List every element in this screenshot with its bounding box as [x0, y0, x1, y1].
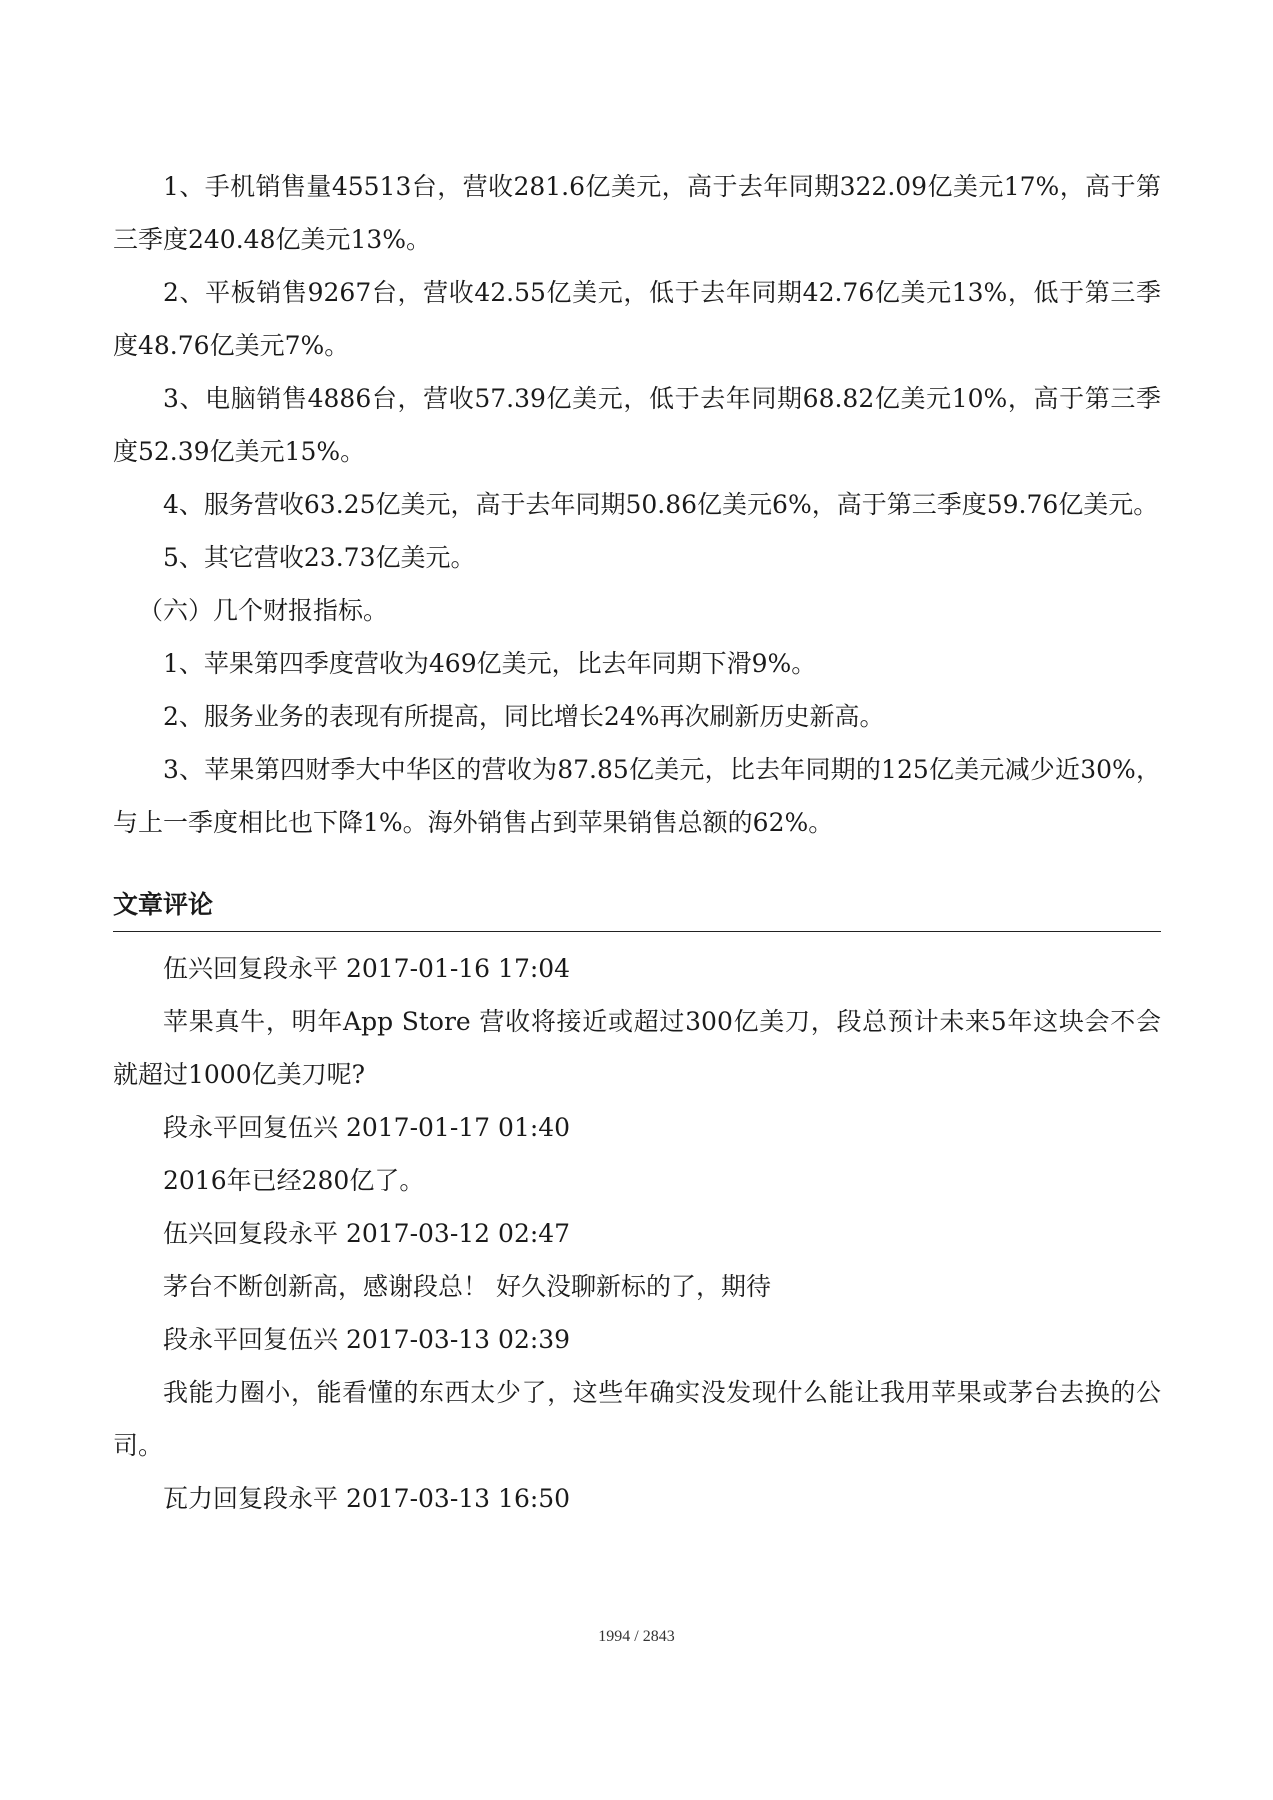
- paragraph-q4-revenue: 1、苹果第四季度营收为469亿美元，比去年同期下滑9%。: [163, 649, 817, 678]
- paragraph-phone-sales: 1、手机销售量45513台，营收281.6亿美元，高于去年同期322.09亿美元17%，高于第三季度240.48亿美元13%。: [113, 172, 1161, 254]
- spacer: [113, 849, 1161, 885]
- comment-body: 2016年已经280亿了。: [163, 1166, 425, 1195]
- paragraph-greater-china: 3、苹果第四财季大中华区的营收为87.85亿美元，比去年同期的125亿美元减少近30%，与上一季度相比也下降1%。海外销售占到苹果销售总额的62%。: [113, 755, 1161, 837]
- comment-header: 瓦力回复段永平 2017-03-13 16:50: [163, 1484, 571, 1513]
- comment-body: 茅台不断创新高，感谢段总！ 好久没聊新标的了，期待: [163, 1272, 771, 1301]
- comment-header: 伍兴回复段永平 2017-01-16 17:04: [163, 954, 571, 983]
- comment-header: 段永平回复伍兴 2017-01-17 01:40: [163, 1113, 571, 1142]
- page-number: 1994 / 2843: [598, 1628, 675, 1645]
- comment-header: 段永平回复伍兴 2017-03-13 02:39: [163, 1325, 571, 1354]
- paragraph-services-growth: 2、服务业务的表现有所提高，同比增长24%再次刷新历史新高。: [163, 702, 885, 731]
- paragraph-computer-sales: 3、电脑销售4886台，营收57.39亿美元，低于去年同期68.82亿美元10%，高于第三季度52.39亿美元15%。: [113, 384, 1161, 466]
- comments-section-title: 文章评论: [113, 885, 1161, 932]
- comments-list: [113, 942, 1161, 1525]
- section-heading-six: （六）几个财报指标。: [138, 596, 389, 625]
- document-body: [113, 160, 1161, 1525]
- comment-body: 苹果真牛，明年App Store 营收将接近或超过300亿美刀，段总预计未来5年这块会不会就超过1000亿美刀呢?: [113, 1007, 1161, 1089]
- paragraph-other-revenue: 5、其它营收23.73亿美元。: [163, 543, 476, 572]
- comment-body: 我能力圈小，能看懂的东西太少了，这些年确实没发现什么能让我用苹果或茅台去换的公司。: [113, 1378, 1161, 1460]
- comment-header: 伍兴回复段永平 2017-03-12 02:47: [163, 1219, 571, 1248]
- paragraph-tablet-sales: 2、平板销售9267台，营收42.55亿美元，低于去年同期42.76亿美元13%，低于第三季度48.76亿美元7%。: [113, 278, 1161, 360]
- paragraph-service-revenue: 4、服务营收63.25亿美元，高于去年同期50.86亿美元6%，高于第三季度59.76亿美元。: [163, 490, 1159, 519]
